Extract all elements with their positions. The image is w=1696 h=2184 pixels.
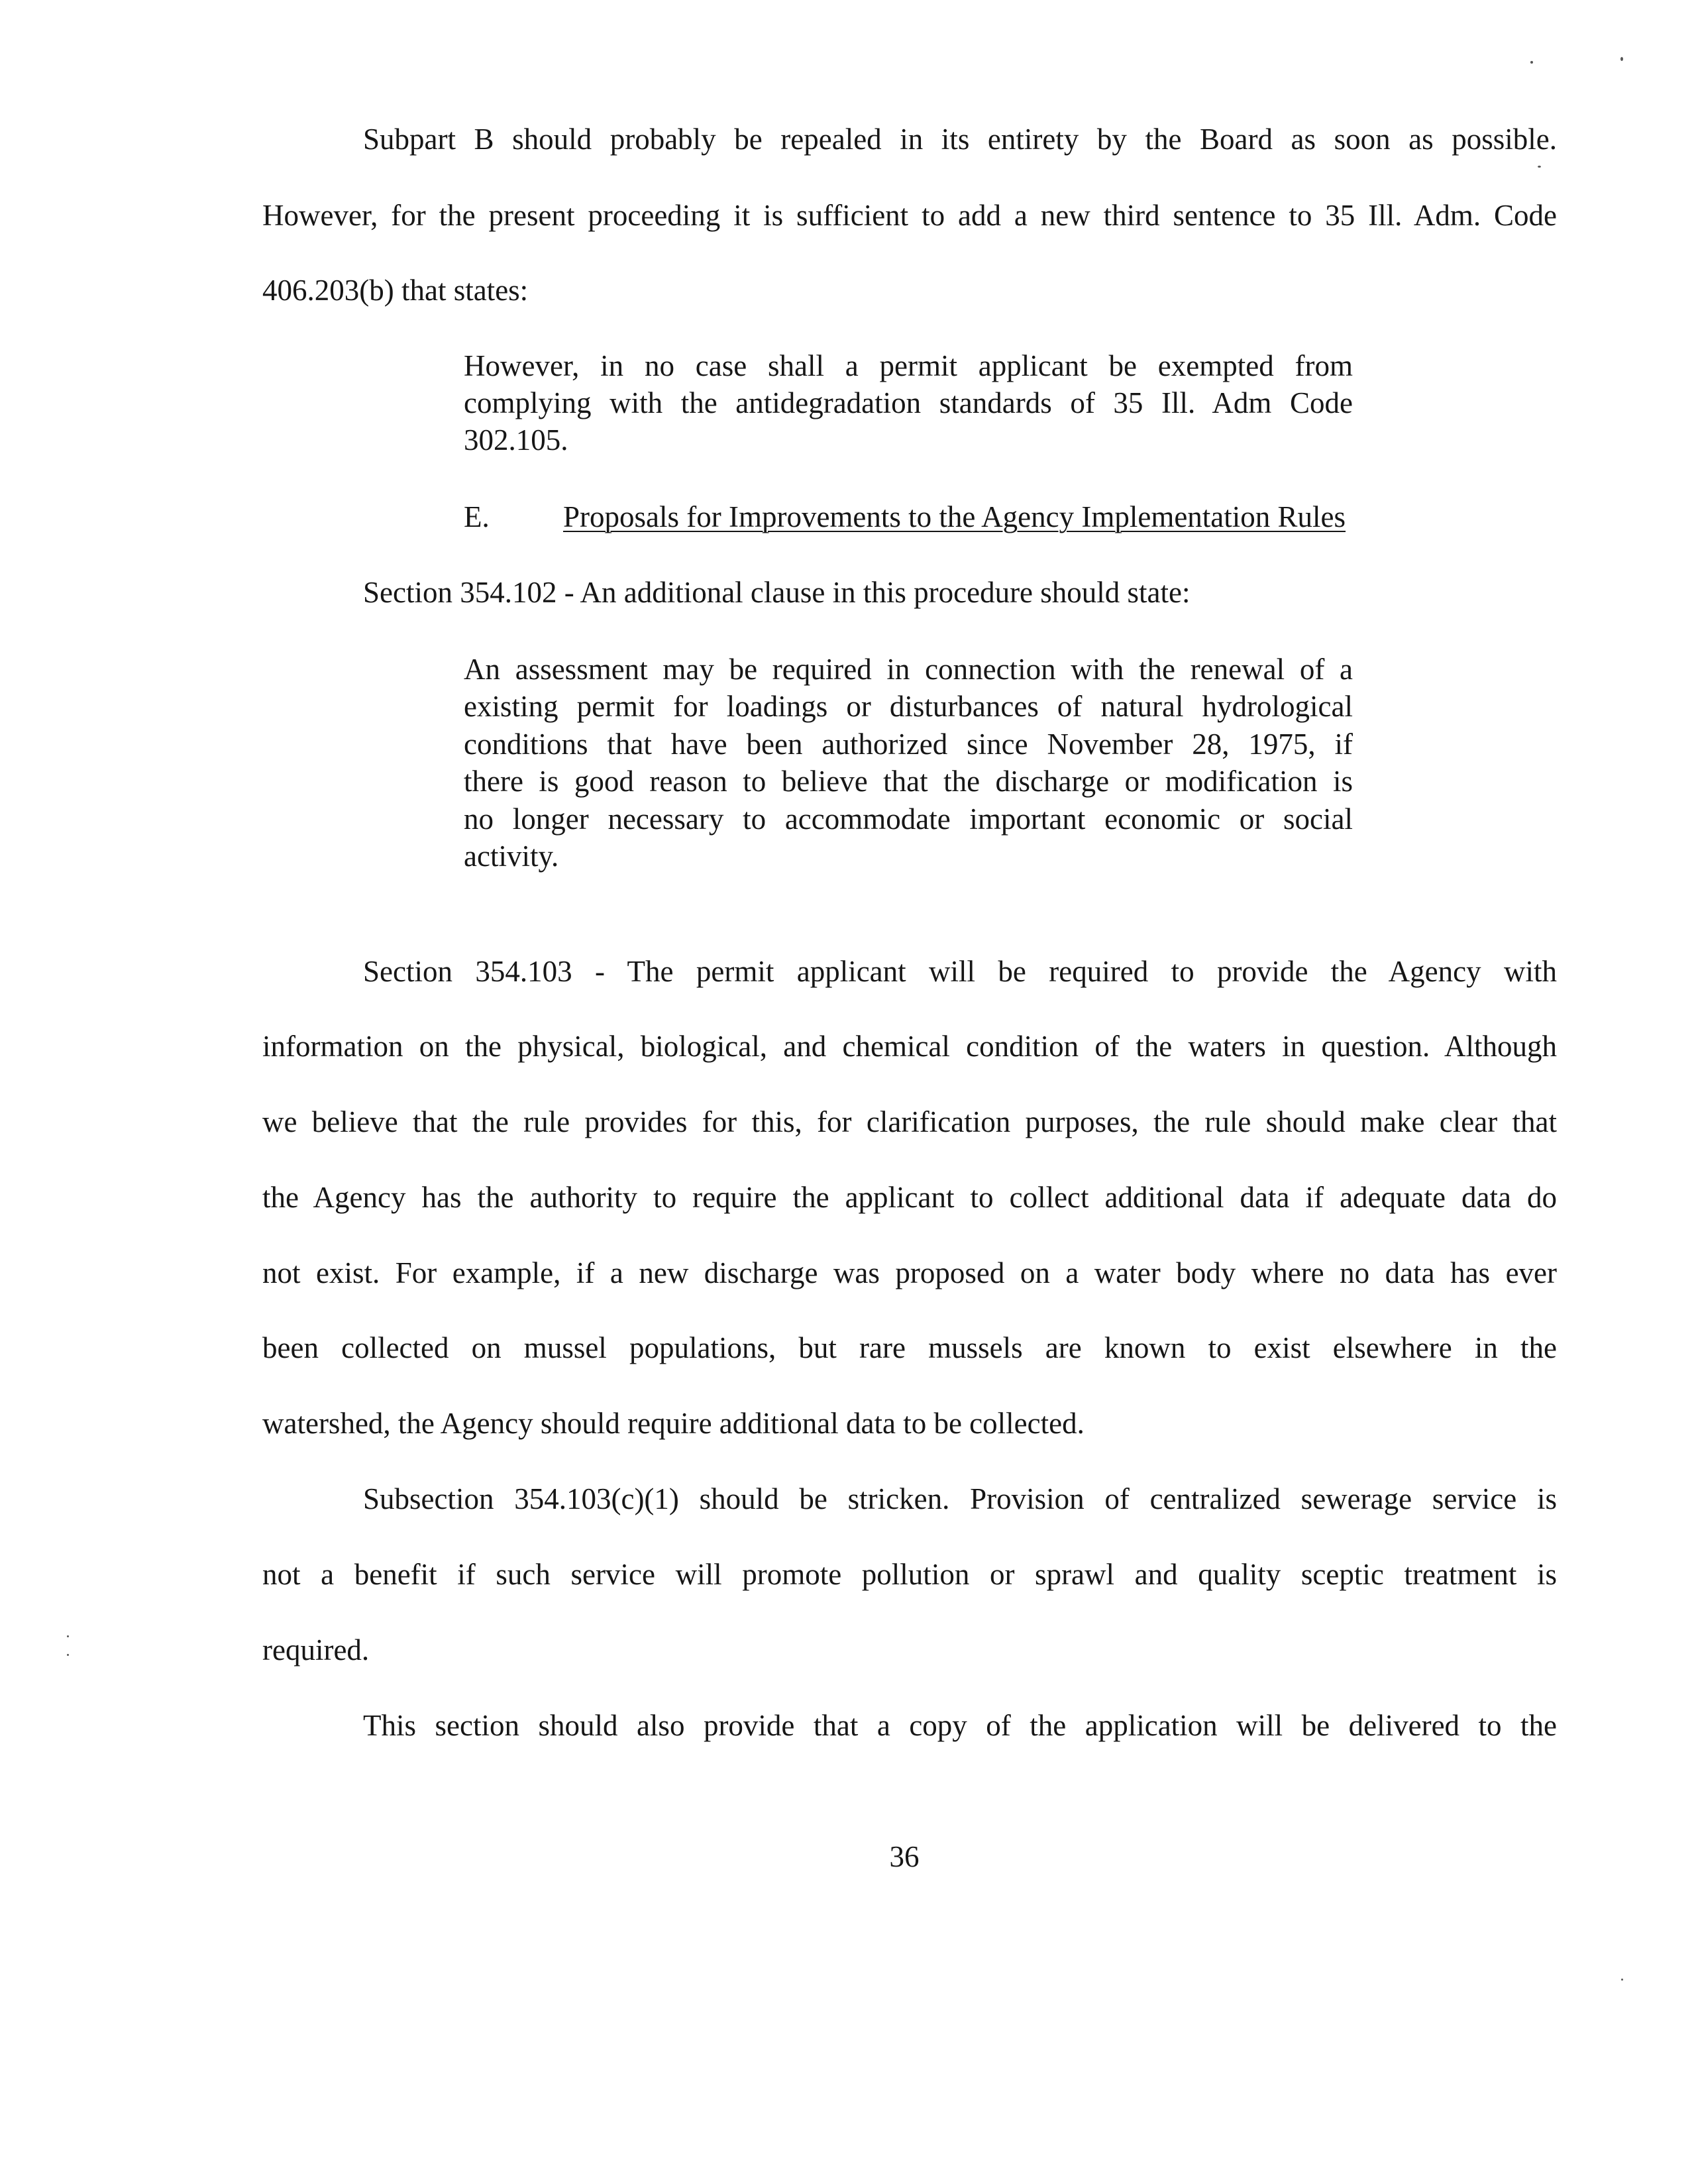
paragraph-354-103-line-2: information on the physical, biological, and chemical condition of the waters in question. Although [262,1030,1557,1063]
quote-2-line-4: there is good reason to believe that the discharge or modification is [464,765,1353,798]
scan-speck [1621,1979,1623,1981]
section-354-102-line: Section 354.102 - An additional clause in this procedure should state: [363,576,1191,609]
section-heading-letter: E. [464,500,490,533]
paragraph-354-103-line-7: watershed, the Agency should require additional data to be collected. [262,1407,1085,1440]
paragraph-354-103-line-4: the Agency has the authority to require the applicant to collect additional data if adequate data do [262,1181,1557,1214]
paragraph-354-103-line-6: been collected on mussel populations, but rare mussels are known to exist elsewhere in the [262,1331,1557,1364]
scan-speck [1538,166,1541,168]
quote-1-line-3: 302.105. [464,423,568,457]
paragraph-final-line-1: This section should also provide that a copy of the application will be delivered to the [363,1709,1557,1742]
paragraph-1-line-1: Subpart B should probably be repealed in its entirety by the Board as soon as possible. [363,123,1557,156]
quote-2-line-1: An assessment may be required in connection with the renewal of a [464,653,1353,686]
quote-1-line-1: However, in no case shall a permit applicant be exempted from [464,349,1353,382]
paragraph-1-line-2: However, for the present proceeding it is sufficient to add a new third sentence to 35 Ill. Adm. Code [262,199,1557,232]
quote-2-line-3: conditions that have been authorized since November 28, 1975, if [464,728,1353,761]
paragraph-subsection-line-3: required. [262,1633,370,1666]
scan-speck [67,1635,69,1637]
paragraph-subsection-line-2: not a benefit if such service will promote pollution or sprawl and quality sceptic treatment is [262,1558,1557,1591]
page-number: 36 [889,1840,920,1873]
scan-speck [1530,61,1533,64]
paragraph-354-103-line-1: Section 354.103 - The permit applicant will be required to provide the Agency with [363,955,1557,988]
scan-speck [67,1654,69,1656]
paragraph-354-103-line-3: we believe that the rule provides for this, for clarification purposes, the rule should make clear that [262,1105,1557,1138]
quote-2-line-2: existing permit for loadings or disturbances of natural hydrological [464,690,1353,723]
quote-2-line-6: activity. [464,840,559,873]
quote-2-line-5: no longer necessary to accommodate important economic or social [464,802,1353,836]
paragraph-354-103-line-5: not exist. For example, if a new discharge was proposed on a water body where no data has ever [262,1256,1557,1289]
paragraph-subsection-line-1: Subsection 354.103(c)(1) should be stricken. Provision of centralized sewerage service is [363,1482,1557,1515]
paragraph-1-line-3: 406.203(b) that states: [262,274,529,307]
section-heading-title: Proposals for Improvements to the Agency Implementation Rules [563,500,1346,533]
scan-speck [1620,57,1623,61]
quote-1-line-2: complying with the antidegradation standards of 35 Ill. Adm Code [464,386,1353,419]
